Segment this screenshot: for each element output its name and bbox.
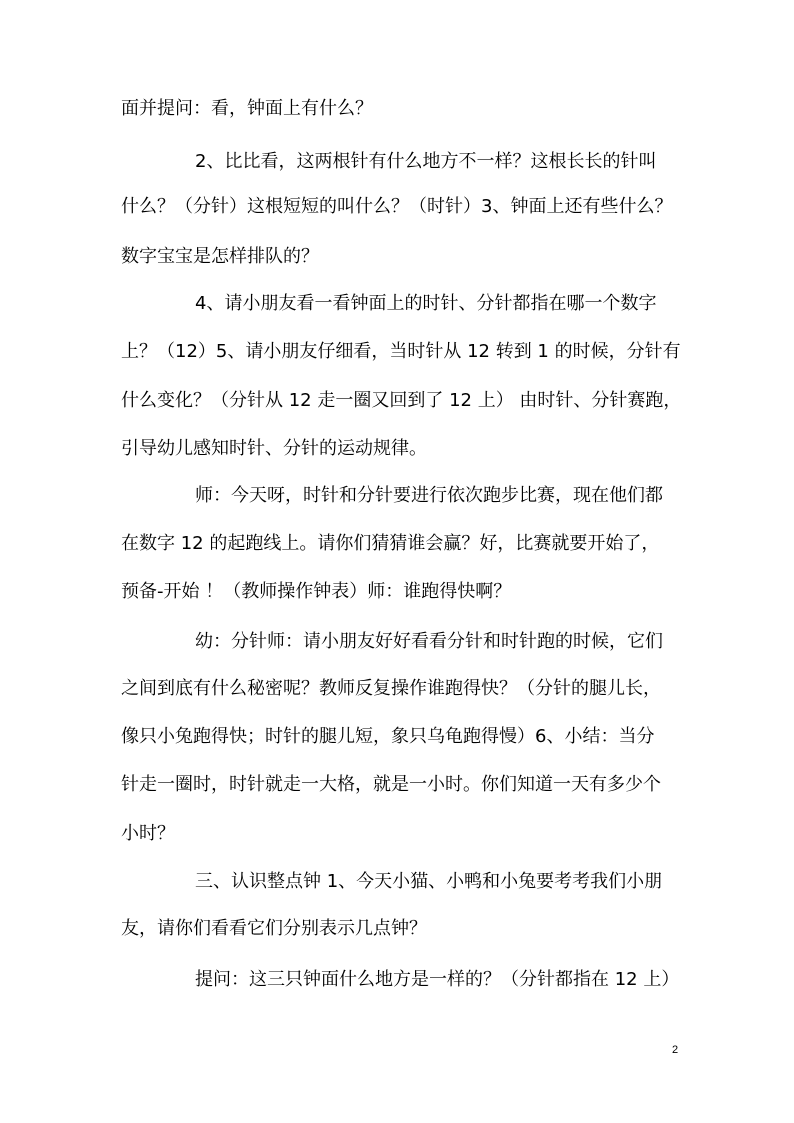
text-line-9: 师：今天呀，时针和分针要进行依次跑步比赛，现在他们都	[195, 485, 663, 506]
text-line-13: 之间到底有什么秘密呢？教师反复操作谁跑得快？（分针的腿儿长，	[121, 678, 661, 699]
text-line-17: 三、认识整点钟 1、今天小猫、小鸭和小兔要考考我们小朋	[195, 871, 663, 892]
text-line-5: 4、请小朋友看一看钟面上的时针、分针都指在哪一个数字	[195, 293, 657, 314]
text-line-7: 什么变化？（分针从 12 走一圈又回到了 12 上） 由时针、分针赛跑，	[121, 390, 682, 411]
text-line-11: 预备-开始 ！（教师操作钟表）师：谁跑得快啊？	[121, 581, 512, 602]
text-line-14: 像只小兔跑得快；时针的腿儿短，象只乌龟跑得慢）6、小结：当分	[121, 726, 655, 747]
text-line-16: 小时？	[121, 823, 175, 844]
text-line-19: 提问：这三只钟面什么地方是一样的？（分针都指在 12 上）	[195, 969, 680, 990]
text-line-15: 针走一圈时，时针就走一大格，就是一小时。你们知道一天有多少个	[121, 774, 661, 795]
text-line-8: 引导幼儿感知时针、分针的运动规律。	[121, 438, 427, 459]
text-line-6: 上？（12）5、请小朋友仔细看，当时针从 12 转到 1 的时候，分针有	[121, 341, 681, 362]
page-number: 2	[672, 1044, 679, 1056]
text-line-2: 2、比比看，这两根针有什么地方不一样？这根长长的针叫	[195, 151, 657, 172]
text-line-10: 在数字 12 的起跑线上。请你们猜猜谁会赢？好，比赛就要开始了，	[121, 533, 660, 554]
text-line-3: 什么？（分针）这根短短的叫什么？（时针）3、钟面上还有些什么？	[121, 196, 673, 217]
text-line-18: 友，请你们看看它们分别表示几点钟？	[121, 918, 427, 939]
text-line-1: 面并提问：看，钟面上有什么？	[121, 98, 373, 119]
text-line-4: 数字宝宝是怎样排队的？	[121, 246, 319, 267]
text-line-12: 幼：分针师：请小朋友好好看看分针和时针跑的时候，它们	[195, 631, 663, 652]
